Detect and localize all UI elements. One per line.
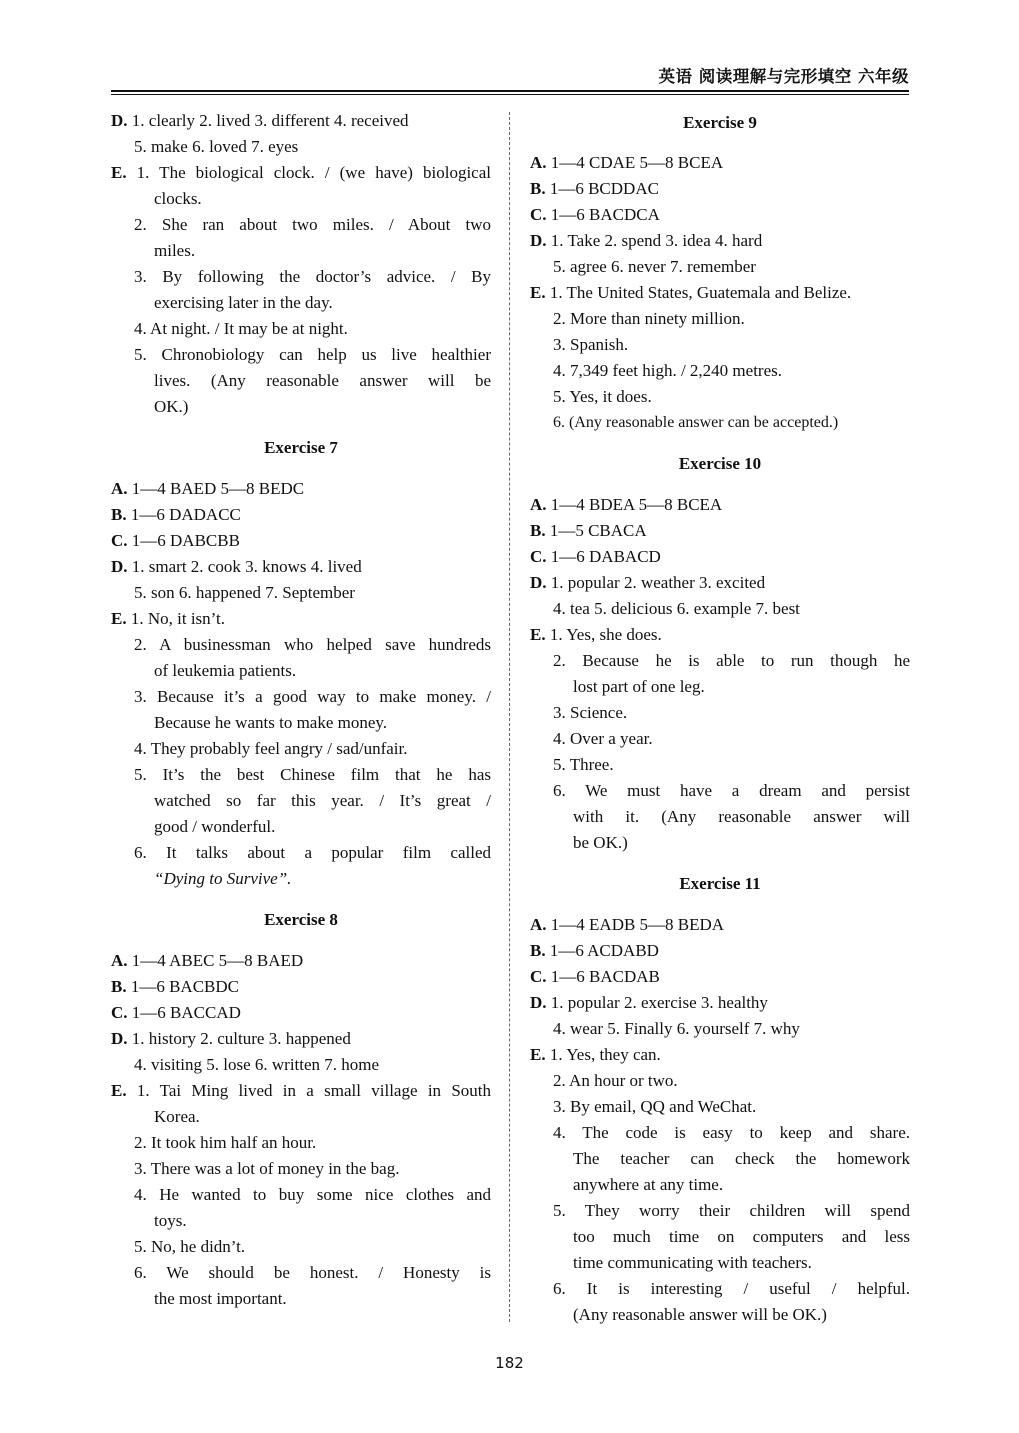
answer-text: 1—6 DABCBB — [131, 531, 240, 550]
answer-line: 6. It is interesting / useful / helpful. — [553, 1279, 910, 1298]
answer-line: anywhere at any time. — [573, 1175, 724, 1194]
answer-text: 1—4 CDAE 5—8 BCEA — [550, 153, 724, 172]
answer-line — [530, 176, 910, 202]
header-rule-thin — [111, 94, 909, 95]
answer-line: 4. wear 5. Finally 6. yourself 7. why — [553, 1019, 800, 1038]
answer-line: 6. (Any reasonable answer can be accepted.) — [553, 414, 839, 431]
answer-line: 6. We should be honest. / Honesty is — [134, 1263, 491, 1282]
section-label: E. — [530, 1045, 546, 1064]
section-label: E. — [530, 283, 546, 302]
header-title: 英语 阅读理解与完形填空 六年级 — [658, 67, 909, 86]
answer-line — [530, 228, 910, 254]
page-number: 182 — [495, 1354, 524, 1372]
answer-line: 4. He wanted to buy some nice clothes and — [134, 1185, 491, 1204]
answer-text: 1. popular 2. exercise 3. healthy — [550, 993, 768, 1012]
answer-line: 5. Three. — [553, 755, 614, 774]
exercise-heading: Exercise 9 — [683, 113, 757, 132]
answer-line: 3. There was a lot of money in the bag. — [134, 1159, 400, 1178]
answer-line: 4. visiting 5. lose 6. written 7. home — [134, 1055, 380, 1074]
answer-line: 5. Chronobiology can help us live healthier — [134, 345, 491, 364]
section-label: B. — [111, 505, 127, 524]
answer-text: 1—5 CBACA — [549, 521, 647, 540]
answer-text: 1—4 EADB 5—8 BEDA — [550, 915, 725, 934]
answer-text: 1. clearly 2. lived 3. different 4. received — [131, 111, 409, 130]
answer-line — [111, 606, 491, 632]
section-label: C. — [111, 1003, 128, 1022]
section-label: A. — [530, 153, 547, 172]
answer-line: 2. More than ninety million. — [553, 309, 745, 328]
section-label: D. — [111, 1029, 128, 1048]
answer-line — [530, 964, 910, 990]
answer-text: 1—6 BACBDC — [130, 977, 240, 996]
answer-line — [530, 938, 910, 964]
answer-line: lost part of one leg. — [573, 677, 705, 696]
answer-line — [530, 150, 910, 176]
answer-line: good / wonderful. — [154, 817, 276, 836]
answer-line: 3. By email, QQ and WeChat. — [553, 1097, 757, 1116]
section-label: B. — [530, 521, 546, 540]
answer-text: 1. Take 2. spend 3. idea 4. hard — [550, 231, 763, 250]
answer-line: toys. — [154, 1211, 187, 1230]
answer-line — [111, 160, 491, 186]
section-label: D. — [530, 993, 547, 1012]
answer-text: 1—6 DABACD — [550, 547, 661, 566]
answer-line: (Any reasonable answer will be OK.) — [573, 1305, 827, 1324]
answer-line: lives. (Any reasonable answer will be — [154, 371, 491, 390]
section-label: E. — [530, 625, 546, 644]
answer-line: too much time on computers and less — [573, 1227, 910, 1246]
exercise-heading: Exercise 8 — [264, 910, 338, 929]
answer-line: 5. It’s the best Chinese film that he has — [134, 765, 491, 784]
answer-line — [111, 554, 491, 580]
answer-line: clocks. — [154, 189, 202, 208]
section-label: A. — [530, 915, 547, 934]
answer-line: 5. agree 6. never 7. remember — [553, 257, 756, 276]
answer-line: 3. By following the doctor’s advice. / By — [134, 267, 491, 286]
answer-text: 1—6 BCDDAC — [549, 179, 659, 198]
answer-text: 1. No, it isn’t. — [130, 609, 225, 628]
section-label: D. — [530, 231, 547, 250]
exercise-heading: Exercise 11 — [679, 874, 761, 893]
answer-line — [530, 622, 910, 648]
answer-line — [111, 502, 491, 528]
answer-text: 1. Tai Ming lived in a small village in South — [136, 1081, 491, 1100]
answer-line: 2. A businessman who helped save hundreds — [134, 635, 491, 654]
section-label: B. — [530, 941, 546, 960]
answer-line: 2. Because he is able to run though he — [553, 651, 910, 670]
answer-text: 1—6 BACCAD — [131, 1003, 241, 1022]
answer-text: 1—4 BAED 5—8 BEDC — [131, 479, 305, 498]
answer-line — [111, 1000, 491, 1026]
answer-line: Korea. — [154, 1107, 200, 1126]
answer-line: Because he wants to make money. — [154, 713, 388, 732]
answer-line — [530, 280, 910, 306]
answer-text: 1. popular 2. weather 3. excited — [550, 573, 766, 592]
exercise-heading: Exercise 7 — [264, 438, 338, 457]
answer-line: time communicating with teachers. — [573, 1253, 812, 1272]
section-label: E. — [111, 163, 127, 182]
answer-line: 2. An hour or two. — [553, 1071, 678, 1090]
answer-text: 1. history 2. culture 3. happened — [131, 1029, 351, 1048]
answer-line: exercising later in the day. — [154, 293, 333, 312]
answer-line — [530, 912, 910, 938]
answer-text: 1—4 BDEA 5—8 BCEA — [550, 495, 723, 514]
answer-line: watched so far this year. / It’s great / — [154, 791, 491, 810]
answer-line — [530, 518, 910, 544]
section-label: C. — [530, 967, 547, 986]
answer-line: 3. Because it’s a good way to make money. / — [134, 687, 491, 706]
answer-line: with it. (Any reasonable answer will — [573, 807, 910, 826]
answer-line: The teacher can check the homework — [573, 1149, 910, 1168]
answer-line: 6. We must have a dream and persist — [553, 781, 910, 800]
answer-line — [111, 1026, 491, 1052]
exercise-heading: Exercise 10 — [678, 454, 762, 473]
answer-line — [111, 974, 491, 1000]
answer-line: 4. The code is easy to keep and share. — [553, 1123, 910, 1142]
answer-text: 1—6 BACDAB — [550, 967, 660, 986]
answer-line: the most important. — [154, 1289, 287, 1308]
answer-text: 1—4 ABEC 5—8 BAED — [131, 951, 304, 970]
section-label: E. — [111, 1081, 127, 1100]
section-label: E. — [111, 609, 127, 628]
section-label: B. — [530, 179, 546, 198]
answer-line — [530, 1042, 910, 1068]
answer-line: 4. Over a year. — [553, 729, 653, 748]
answer-text: 1. The United States, Guatemala and Belize. — [549, 283, 852, 302]
answer-text: 1. Yes, they can. — [549, 1045, 661, 1064]
answer-line: 3. Spanish. — [553, 335, 629, 354]
answer-line: 5. They worry their children will spend — [553, 1201, 910, 1220]
answer-line: 5. make 6. loved 7. eyes — [134, 137, 299, 156]
section-label: D. — [111, 111, 128, 130]
section-label: A. — [111, 479, 128, 498]
section-label: B. — [111, 977, 127, 996]
section-label: A. — [530, 495, 547, 514]
answer-line: OK.) — [154, 397, 189, 416]
answer-line: miles. — [154, 241, 196, 260]
section-label: C. — [111, 531, 128, 550]
section-label: A. — [111, 951, 128, 970]
answer-line: 5. son 6. happened 7. September — [134, 583, 355, 602]
answer-text: 1. Yes, she does. — [549, 625, 662, 644]
answer-line: 2. She ran about two miles. / About two — [134, 215, 491, 234]
answer-text: 1—6 DADACC — [130, 505, 241, 524]
answer-line — [111, 528, 491, 554]
answer-text: 1—6 ACDABD — [549, 941, 659, 960]
section-label: C. — [530, 547, 547, 566]
answer-line: 5. No, he didn’t. — [134, 1237, 246, 1256]
right-column — [530, 108, 910, 1328]
answer-line: 5. Yes, it does. — [553, 387, 652, 406]
answer-line — [111, 948, 491, 974]
answer-line: 4. They probably feel angry / sad/unfair. — [134, 739, 408, 758]
answer-text: 1—6 BACDCA — [550, 205, 660, 224]
section-label: C. — [530, 205, 547, 224]
answer-line — [111, 1078, 491, 1104]
answer-line: 6. It talks about a popular film called — [134, 843, 491, 862]
answer-text: 1. smart 2. cook 3. knows 4. lived — [131, 557, 362, 576]
answer-line: 2. It took him half an hour. — [134, 1133, 317, 1152]
answer-line: 4. tea 5. delicious 6. example 7. best — [553, 599, 800, 618]
section-label: D. — [530, 573, 547, 592]
left-column — [111, 108, 491, 1312]
answer-line — [111, 476, 491, 502]
header-rule — [111, 90, 909, 92]
answer-line — [530, 544, 910, 570]
answer-line — [530, 492, 910, 518]
answer-line: 4. 7,349 feet high. / 2,240 metres. — [553, 361, 782, 380]
answer-line — [530, 202, 910, 228]
answer-line — [530, 570, 910, 596]
section-label: D. — [111, 557, 128, 576]
answer-text: 1. The biological clock. / (we have) biological — [136, 163, 491, 182]
answer-line: “Dying to Survive”. — [154, 869, 292, 888]
answer-line: of leukemia patients. — [154, 661, 297, 680]
answer-line: 3. Science. — [553, 703, 628, 722]
answer-line — [530, 990, 910, 1016]
answer-line: 4. At night. / It may be at night. — [134, 319, 348, 338]
answer-line — [111, 108, 491, 134]
answer-line: be OK.) — [573, 833, 628, 852]
column-divider — [509, 112, 510, 1322]
